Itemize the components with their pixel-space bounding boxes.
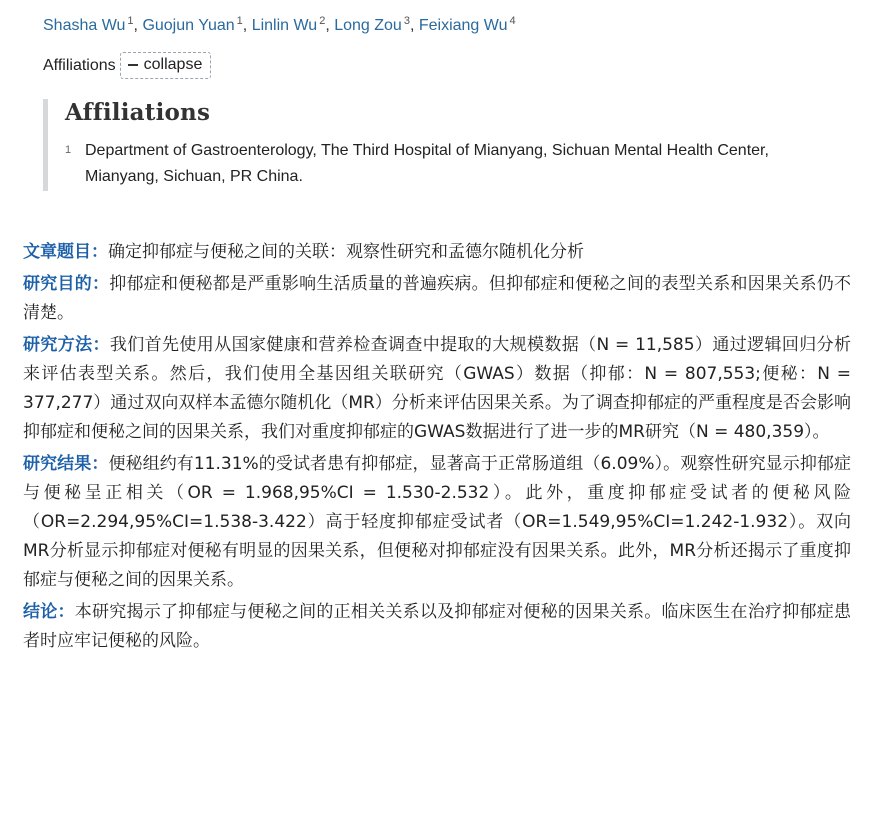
- section-label: 研究结果：: [23, 454, 109, 474]
- affiliation-item: [65, 138, 803, 190]
- section-label: 文章题目：: [23, 242, 108, 262]
- author-affiliation-number[interactable]: 1: [236, 14, 243, 27]
- section-text: 抑郁症和便秘都是严重影响生活质量的普遍疾病。但抑郁症和便秘之间的表型关系和因果关系仍不清楚。: [23, 274, 852, 323]
- section-text: 便秘组约有11.31%的受试者患有抑郁症，显著高于正常肠道组（6.09%）。观察性研究显示抑郁症与便秘呈正相关（OR = 1.968,95%CI = 1.530-2.532）。此外，重度抑郁症受试者的便秘风险（OR=2.294,95%CI=1.538-3.422）高于轻度抑郁症受试者（OR=1.549,95%CI=1.242-1.932）。双向MR分析显示抑郁症对便秘有明显的因果关系，但便秘对抑郁症没有因果关系。此外，MR分析还揭示了重度抑郁症与便秘之间的因果关系。: [23, 454, 852, 590]
- author-separator: ,: [325, 17, 335, 34]
- section-label: 结论：: [23, 602, 75, 622]
- section-text: 确定抑郁症与便秘之间的关联：观察性研究和孟德尔随机化分析: [108, 242, 584, 262]
- affiliations-panel: [43, 99, 803, 191]
- section-label: 研究方法：: [23, 335, 110, 355]
- abstract-conclusion-paragraph: [23, 598, 851, 656]
- collapse-button-label: collapse: [143, 56, 203, 73]
- author-separator: ,: [133, 17, 143, 34]
- author-link[interactable]: Guojun Yuan: [142, 17, 235, 34]
- author-separator: ,: [409, 17, 419, 34]
- author-affiliation-number[interactable]: 3: [403, 14, 410, 27]
- collapse-button[interactable]: [120, 52, 212, 79]
- affiliation-text: Department of Gastroenterology, The Third Hospital of Mianyang, Sichuan Mental Health Center, Mianyang, Sichuan, PR China.: [85, 142, 769, 185]
- author-affiliation-number[interactable]: 4: [509, 14, 516, 27]
- author-link[interactable]: Feixiang Wu: [418, 17, 508, 34]
- minus-icon: [128, 64, 138, 66]
- affiliations-label: Affiliations: [43, 56, 116, 74]
- abstract-methods-paragraph: [23, 331, 851, 447]
- author-separator: ,: [242, 17, 252, 34]
- section-label: 研究目的：: [23, 274, 110, 294]
- author-link[interactable]: Long Zou: [334, 17, 402, 34]
- author-affiliation-number[interactable]: 2: [319, 14, 326, 27]
- author-list: [43, 14, 516, 38]
- section-text: 我们首先使用从国家健康和营养检查调查中提取的大规模数据（N = 11,585）通过逻辑回归分析来评估表型关系。然后，我们使用全基因组关联研究（GWAS）数据（抑郁：N = 807,553;便秘：N = 377,277）通过双向双样本孟德尔随机化（MR）分析来评估因果关系。为了调查抑郁症的严重程度是否会影响抑郁症和便秘之间的因果关系，我们对重度抑郁症的GWAS数据进行了进一步的MR研究（N = 480,359）。: [23, 335, 851, 442]
- affiliations-toggle-row: [43, 52, 211, 79]
- author-affiliation-number[interactable]: 1: [127, 14, 134, 27]
- abstract-objective-paragraph: [23, 270, 851, 328]
- affiliation-number: 1: [65, 144, 72, 156]
- abstract-title-paragraph: [23, 238, 851, 267]
- author-link[interactable]: Shasha Wu: [43, 17, 126, 34]
- abstract-results-paragraph: [23, 450, 851, 595]
- abstract-summary: [23, 238, 851, 659]
- affiliations-heading: Affiliations: [65, 99, 211, 126]
- section-text: 本研究揭示了抑郁症与便秘之间的正相关关系以及抑郁症对便秘的因果关系。临床医生在治疗抑郁症患者时应牢记便秘的风险。: [23, 602, 852, 651]
- author-link[interactable]: Linlin Wu: [251, 17, 318, 34]
